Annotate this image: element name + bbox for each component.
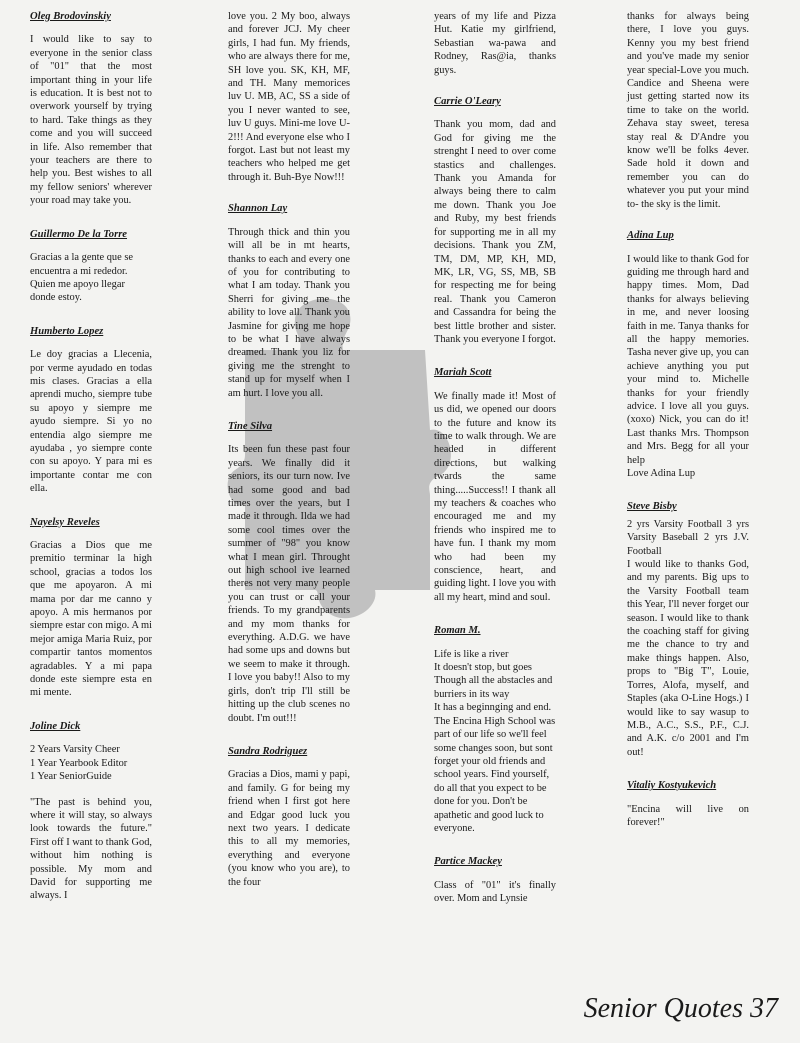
entry-text: Life is like a river It doesn't stop, but goes Though all the abstacles and burriers in its way It has a beginnging and end. The Encina High School was part of our life so we'll feel some changes soon, but sont forget your old friends and school years. Find yourself, do all that you expect to be done for you. Don't be apathetic and good luck to everyone.	[434, 648, 556, 834]
page-footer-title: Senior Quotes 37	[583, 993, 778, 1024]
entry-oleg	[30, 10, 152, 208]
entry-adina	[627, 229, 749, 480]
entry-steve	[627, 500, 749, 759]
entry-name: Sandra Rodriguez	[228, 745, 308, 757]
entry-guillermo	[30, 228, 152, 305]
entry-name: Shannon Lay	[228, 203, 288, 215]
entry-name: Roman M.	[434, 625, 481, 637]
entry-subtitle-lines: 2 Years Varsity Cheer 1 Year Yearbook Editor 1 Year SeniorGuide	[30, 744, 128, 783]
entry-joline	[30, 720, 152, 903]
entry-name: Mariah Scott	[434, 367, 492, 379]
entry-text: Gracias a la gente que se encuentra a mi rededor. Quien me apoyo llegar donde estoy.	[30, 252, 133, 304]
continued-text: love you. 2 My boo, always and forever JCJ. My cheer girls, I had fun. My friends, who are always there for me, SH love you. SK, KH, MF, and TH. Many memorices luv U. MB, AC, SS a side of you I never wanted to see, luv U guys. Mini-me love U-2!!! And everyone else who I forgot. Last but not least my teachers who helped me get through it. Buh-Bye Now!!!	[228, 11, 350, 183]
entry-name: Carrie O'Leary	[434, 96, 501, 108]
entry-vitaliy	[627, 779, 749, 829]
entry-text: Le doy gracias a Llecenia, por verme ayudado en todas mis clases. Gracias a ella aprendi mucho, siempre tube su apoyo y siempre me ayudo siempre. Si yo no entendia algo siempre me ayudaba , yo siempre conte con su apoyo. Y para mi es importante contar me con ella.	[30, 349, 152, 495]
entry-text: "The past is behind you, where it will stay, so always look towards the future." First off I want to thank God, without him nothing is possible. My mom and David for supporting me always. I	[30, 796, 152, 902]
entry-text: Through thick and thin you will all be in mt hearts, thanks to each and every one of you for contributing to what I am today. Thank you Sherri for giving me the ability to love all. Thank you Jasmine for giving me hope to be what I have always dreamed. Thank you liz for giving me the strenght to stand up for myself when I am hurt. I love you all.	[228, 226, 350, 399]
continued-text: years of my life and Pizza Hut. Katie my girlfriend, Sebastian wa-pawa and Rodney, Ras@ia, thanks guys.	[434, 11, 556, 76]
entry-name: Adina Lup	[627, 230, 674, 242]
entry-name: Tine Silva	[228, 420, 273, 432]
entry-name: Joline Dick	[30, 720, 81, 732]
entry-text: We finally made it! Most of us did, we opened our doors to the future and know its time to walk through. We are headed in different directions, but walking twards the same thing.....Success!! I thank all my teachers & coaches who encouraged me and my friends who inspired me to have fun. I thank my mom who had been my conscience, heart, and guiding light. I love you with all my heart, mind and soul.	[434, 390, 556, 603]
entry-sandra	[228, 745, 350, 889]
entry-humberto	[30, 325, 152, 496]
entry-name: Oleg Brodovinskiy	[30, 11, 111, 22]
entry-name: Nayelsy Reveles	[30, 516, 100, 528]
entry-name: Partice Mackey	[434, 856, 502, 868]
entry-carrie	[434, 95, 556, 346]
entry-name: Humberto Lopez	[30, 325, 104, 337]
column-2	[228, 10, 350, 909]
entry-text: Class of "01" it's finally over. Mom and Lynsie	[434, 879, 556, 905]
entry-text: Gracias a Dios, mami y papi, and family. G for being my friend when I first got here and Edgar good luck you next two years. I dedicate this to all my memories, everything and everyone (you know who you are), to the four	[228, 769, 350, 888]
continued-text: thanks for always being there, I love you guys. Kenny you my best friend and you've made my senior year special-Love you much. Candice and Sheena were just getting started now its time to take on the world. Zehava stay sweet, teresa stay real & D'Andre you know we'll be folks 4ever. Sade hold it down and remember you can do whatever you put your mind to- the sky is the limit.	[627, 11, 749, 210]
column-4	[627, 10, 749, 849]
entry-text: Its been fun these past four years. We finally did it seniors, its our turn now. Ive had some good and bad times over the years, but I made it through. Ilda we had some cool times over the summer of "98" you know what I mean girl. Throught out high school ive learned theres not very many people you can trust or call your friends. To my grandparents and my mom thanks for everything. A.D.G. we have had some ups and downs but we seem to make it through. I love you baby!! Also to my girls, don't trip I'll still be hitting up the club scenes no doubt. I'm out!!!	[228, 444, 350, 724]
entry-mariah	[434, 366, 556, 604]
entry-text: I would like to thank God for guiding me through hard and happy times. Mom, Dad thanks for always believing in me, and never loosing faith in me. Tanya thanks for all the happy memories. Tasha never give up, you can achieve anything you put your mind to. Michelle thanks for your friendly advice. I love all you guys. (xoxo) Nick, you can do it! Last thanks Mrs. Thompson and Mrs. Begg for all your help Love Adina Lup	[627, 253, 749, 479]
entry-name: Vitaliy Kostyukevich	[627, 780, 717, 792]
entry-text: 2 yrs Varsity Football 3 yrs Varsity Baseball 2 yrs J.V. Football I would like to thanks God, and my parents. Big ups to the Varsity Football team this Year, I'll never forget our season. I would like to thank the coaching staff for giving me the chance to try and make things happen. Also, props to "Big T", Louie, Torres, Alofa, myself, and Staples (aka O-Line Hogs.) I would like to say wasup to M.B., A.C., S.S., P.F., C.J. and A.K. c/o 2001 and I'm out!	[627, 518, 749, 758]
entry-text: I would like to say to everyone in the senior class of "01" that the most important thing in your life is education. It is best not to overwork yourself by trying to hard. Take things as they come and you will succeed in life. Also remember that your teachers are there to help you. Best wishes to all my fellow seniors' wherever your road may take you.	[30, 34, 152, 207]
entry-text: "Encina will live on forever!"	[627, 803, 749, 828]
entry-roman	[434, 624, 556, 835]
column-3	[434, 10, 556, 926]
entry-tine	[228, 420, 350, 725]
entry-text: Gracias a Dios que me premitio terminar la high school, gracias a todos los que me apoyaron. A mi mama por dar me canno y apoyo. A mis hermanos por siempre estar con migo. A mi mejor amiga Maria Ruiz, por compartir tantos momentos agradables. Y a mi papa donde este siempre esta en mi mente.	[30, 540, 152, 699]
entry-text: Thank you mom, dad and God for giving me the strenght I need to over come stastics and challenges. Thank you Amanda for always being there to calm me down. Thank you Joe and Ruby, my best friends for supporting me in all my decisions. Thank you ZM, TM, DM, MP, KH, MD, MK, LR, VG, SS, MB, SB for respecting me for being real. Thank you Cameron and Cassandra for being the best little brother and sister. Thank you everyone I forgot.	[434, 119, 556, 345]
entry-partice	[434, 855, 556, 905]
entry-name: Guillermo De la Torre	[30, 228, 128, 240]
entry-shannon	[228, 202, 350, 400]
entry-name: Steve Bisby	[627, 501, 677, 513]
column-1	[30, 10, 152, 923]
entry-nayelsy	[30, 516, 152, 700]
